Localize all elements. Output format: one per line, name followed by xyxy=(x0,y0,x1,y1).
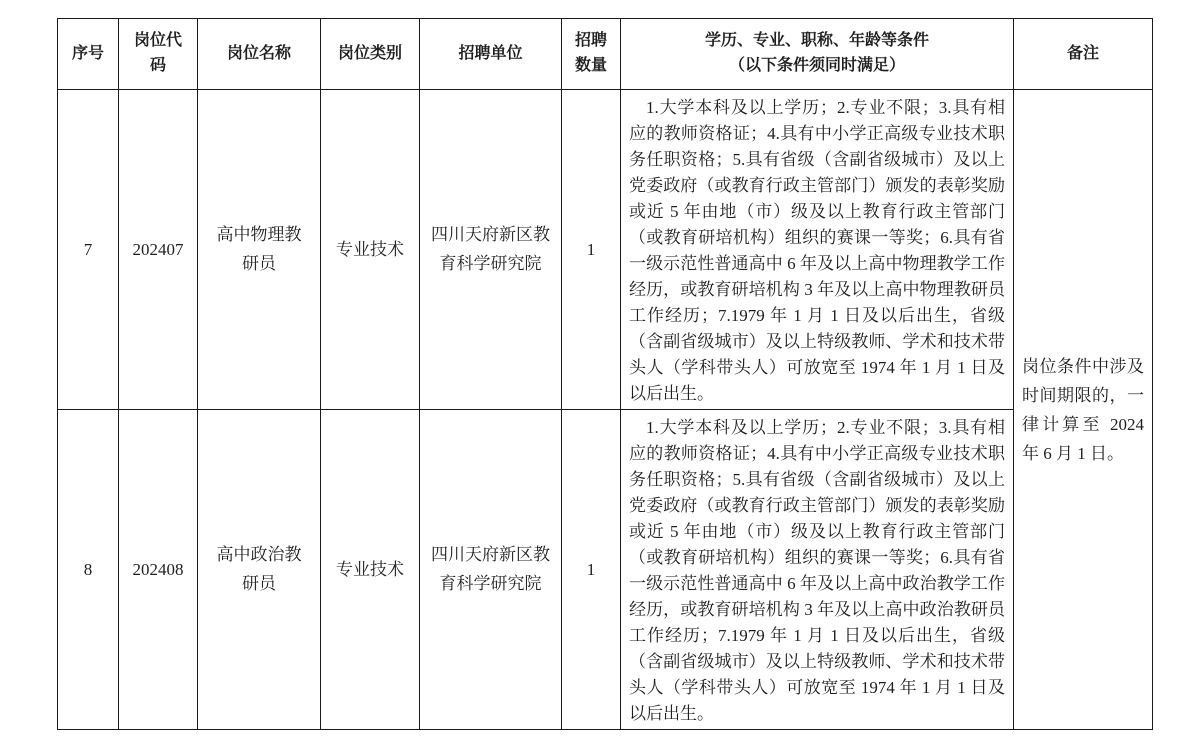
cell-position-category: 专业技术 xyxy=(321,410,420,730)
cell-recruiting-unit: 四川天府新区教育科学研究院 xyxy=(420,410,562,730)
cell-conditions xyxy=(621,410,1014,730)
header-position-category: 岗位类别 xyxy=(321,19,420,90)
header-position-code: 岗位代码 xyxy=(119,19,198,90)
cell-seq: 7 xyxy=(58,90,119,410)
header-position-name: 岗位名称 xyxy=(198,19,321,90)
conditions-text: 1.大学本科及以上学历；2.专业不限；3.具有相应的教师资格证；4.具有中小学正高级专业技术职务任职资格；5.具有省级（含副省级城市）及以上党委政府（或教育行政主管部门）颁发的表彰奖励或近 5 年由地（市）级及以上教育行政主管部门（或教育研培机构）组织的赛课一等奖；6.具有省一级示范性普通高中 6 年及以上高中政治教学工作经历，或教育研培机构 3 年及以上高中政治教研员工作经历；7.1979 年 1 月 1 日及以后出生，省级（含副省级城市）及以上特级教师、学术和技术带头人（学科带头人）可放宽至 1974 年 1 月 1 日及以后出生。 xyxy=(629,418,1005,723)
table-header-row xyxy=(58,19,1153,90)
header-recruiting-unit: 招聘单位 xyxy=(420,19,562,90)
cell-position-code: 202408 xyxy=(119,410,198,730)
cell-recruit-count: 1 xyxy=(562,410,621,730)
cell-remark-merged: 岗位条件中涉及时间期限的，一律计算至 2024 年 6 月 1 日。 xyxy=(1014,90,1153,730)
table-row xyxy=(58,90,1153,410)
cell-conditions xyxy=(621,90,1014,410)
cell-recruiting-unit: 四川天府新区教育科学研究院 xyxy=(420,90,562,410)
cell-position-name: 高中物理教研员 xyxy=(198,90,321,410)
cell-position-code: 202407 xyxy=(119,90,198,410)
header-seq: 序号 xyxy=(58,19,119,90)
cell-position-name: 高中政治教研员 xyxy=(198,410,321,730)
header-conditions-line2: （以下条件须同时满足） xyxy=(728,57,905,74)
header-recruit-count: 招聘数量 xyxy=(562,19,621,90)
header-conditions-line1: 学历、专业、职称、年龄等条件 xyxy=(704,32,929,50)
cell-position-category: 专业技术 xyxy=(321,90,420,410)
cell-recruit-count: 1 xyxy=(562,90,621,410)
cell-seq: 8 xyxy=(58,410,119,730)
recruitment-positions-table xyxy=(57,18,1153,730)
conditions-text: 1.大学本科及以上学历；2.专业不限；3.具有相应的教师资格证；4.具有中小学正高级专业技术职务任职资格；5.具有省级（含副省级城市）及以上党委政府（或教育行政主管部门）颁发的表彰奖励或近 5 年由地（市）级及以上教育行政主管部门（或教育研培机构）组织的赛课一等奖；6.具有省一级示范性普通高中 6 年及以上高中物理教学工作经历，或教育研培机构 3 年及以上高中物理教研员工作经历；7.1979 年 1 月 1 日及以后出生，省级（含副省级城市）及以上特级教师、学术和技术带头人（学科带头人）可放宽至 1974 年 1 月 1 日及以后出生。 xyxy=(629,98,1005,403)
header-remark: 备注 xyxy=(1014,19,1153,90)
table-row xyxy=(58,410,1153,730)
header-conditions xyxy=(621,19,1014,90)
